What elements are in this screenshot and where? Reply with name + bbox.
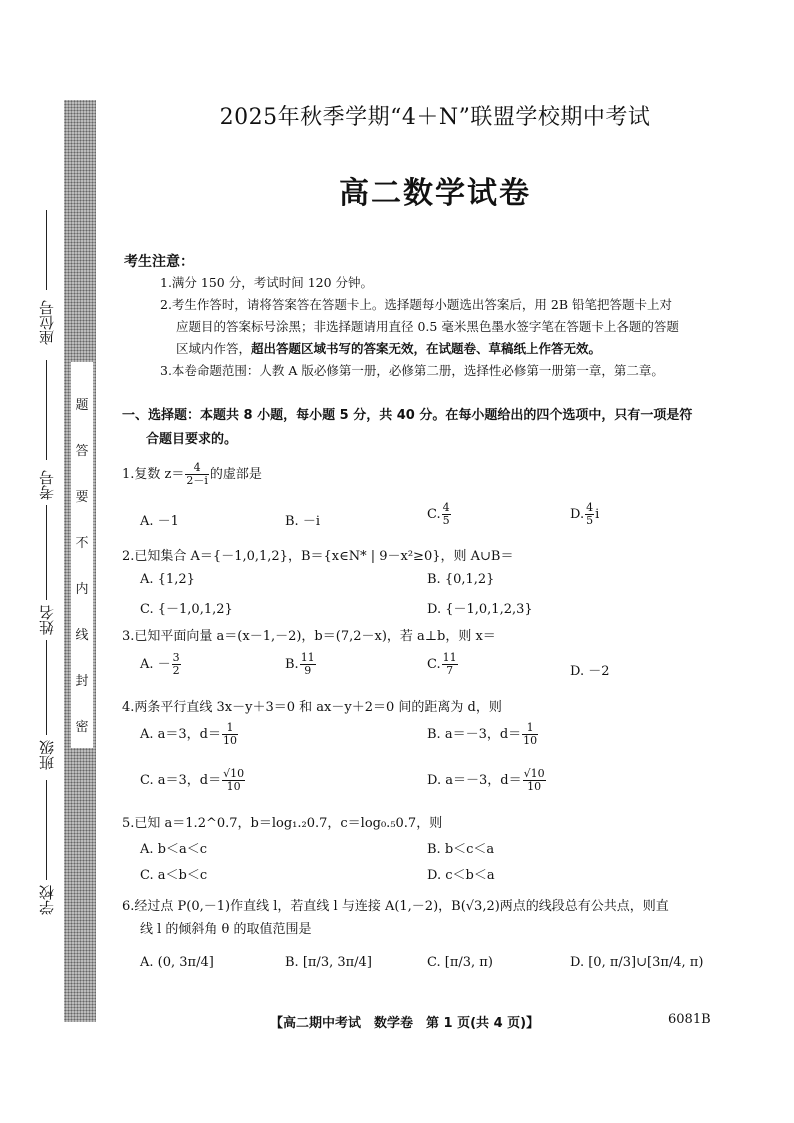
question-4: 4.两条平行直线 3x－y＋3＝0 和 ax－y＋2＝0 间的距离为 d，则 [122, 700, 502, 715]
option-a: A. b＜a＜c [140, 842, 208, 857]
seal-char: 线 [75, 628, 89, 643]
option-b: B. [π/3, 3π/4] [285, 955, 372, 970]
paper-title: 高二数学试卷 [339, 176, 531, 211]
option-a: A. a＝3，d＝ $\frac{1}{10}$ [140, 721, 237, 747]
seal-char: 题 [75, 398, 89, 413]
option-b: B. －i [285, 514, 320, 529]
option-d: D. {－1,0,1,2,3} [427, 602, 533, 617]
page-footer: 【高二期中考试 数学卷 第 1 页(共 4 页)】 [270, 1016, 540, 1031]
side-label-seat: 座位号 [38, 300, 56, 345]
question-3: 3.已知平面向量 a＝(x－1,－2)，b＝(7,2－x)，若 a⊥b，则 x＝ [122, 629, 496, 644]
section-heading: 合题目要求的。 [146, 432, 238, 447]
option-a: A. {1,2} [140, 572, 195, 587]
notice-item: 应题目的答案标号涂黑；非选择题请用直径 0.5 毫米黑色墨水签字笔在答题卡上各题的答题 [176, 319, 679, 334]
blank-line [46, 360, 47, 460]
blank-line [46, 640, 47, 735]
blank-line [46, 210, 47, 290]
seal-char: 答 [75, 444, 89, 459]
option-b: B. $\frac{11}{9}$ [285, 651, 315, 677]
option-c: C. $\frac{11}{7}$ [427, 651, 457, 677]
seal-char: 要 [75, 490, 89, 505]
exam-title: 2025年秋季学期“4＋N”联盟学校期中考试 [219, 105, 651, 130]
seal-char: 密 [75, 720, 89, 735]
notice-item: 2.考生作答时，请将答案答在答题卡上。选择题每小题选出答案后，用 2B 铅笔把答题卡上对 [160, 297, 673, 312]
option-c: C. a＜b＜c [140, 868, 208, 883]
blank-line [46, 505, 47, 600]
seal-char: 封 [75, 674, 89, 689]
blank-line [46, 780, 47, 880]
seal-box [71, 362, 93, 748]
question-2: 2.已知集合 A＝{－1,0,1,2}，B＝{x∈N* | 9－x²≥0}，则 A∪B＝ [122, 549, 514, 564]
option-d: D. [0, π/3]∪[3π/4, π) [570, 955, 704, 970]
question-6: 6.经过点 P(0,－1)作直线 l，若直线 l 与连接 A(1,－2)，B(√3,2)两点的线段总有公共点，则直 [122, 899, 669, 914]
seal-char: 内 [75, 582, 89, 597]
option-a: A. － $\frac{3}{2}$ [140, 651, 180, 677]
option-c: C. {－1,0,1,2} [140, 602, 233, 617]
option-d: D. $\frac{4}{5}$ i [570, 501, 600, 527]
paper-code: 6081B [668, 1012, 711, 1027]
option-b: B. b＜c＜a [427, 842, 495, 857]
side-label-school: 学校 [38, 885, 56, 915]
side-label-class: 班级 [38, 740, 56, 770]
option-d: D. c＜b＜a [427, 868, 495, 883]
notice-item: 1.满分 150 分，考试时间 120 分钟。 [160, 275, 374, 290]
notice-item: 区域内作答，超出答题区域书写的答案无效，在试题卷、草稿纸上作答无效。 [176, 341, 602, 356]
option-c: C. $\frac{4}{5}$ [427, 501, 450, 527]
seal-char: 不 [75, 536, 89, 551]
question-1: 1.复数 z＝ $\frac{4}{2-i}$ 的虚部是 [122, 461, 262, 487]
question-6-cont: 线 l 的倾斜角 θ 的取值范围是 [140, 922, 312, 937]
option-b: B. a＝－3，d＝ $\frac{1}{10}$ [427, 721, 538, 747]
option-c: C. a＝3，d＝ $\frac{√10}{10}$ [140, 767, 245, 793]
side-label-exam-no: 考号 [38, 470, 56, 500]
notice-item: 3.本卷命题范围：人教 A 版必修第一册，必修第二册，选择性必修第一册第一章，第二章。 [160, 363, 664, 378]
option-b: B. {0,1,2} [427, 572, 495, 587]
side-label-name: 姓名 [38, 605, 56, 635]
option-a: A. －1 [140, 514, 179, 529]
option-d: D. －2 [570, 664, 610, 679]
option-c: C. [π/3, π) [427, 955, 493, 970]
option-a: A. (0, 3π/4] [140, 955, 214, 970]
option-d: D. a＝－3，d＝ $\frac{√10}{10}$ [427, 767, 545, 793]
question-5: 5.已知 a＝1.2^0.7，b＝log₁.₂0.7，c＝log₀.₅0.7，则 [122, 816, 443, 831]
section-heading: 一、选择题：本题共 8 小题，每小题 5 分，共 40 分。在每小题给出的四个选项中，只有一项是符 [122, 408, 693, 423]
notice-heading: 考生注意： [124, 254, 194, 270]
